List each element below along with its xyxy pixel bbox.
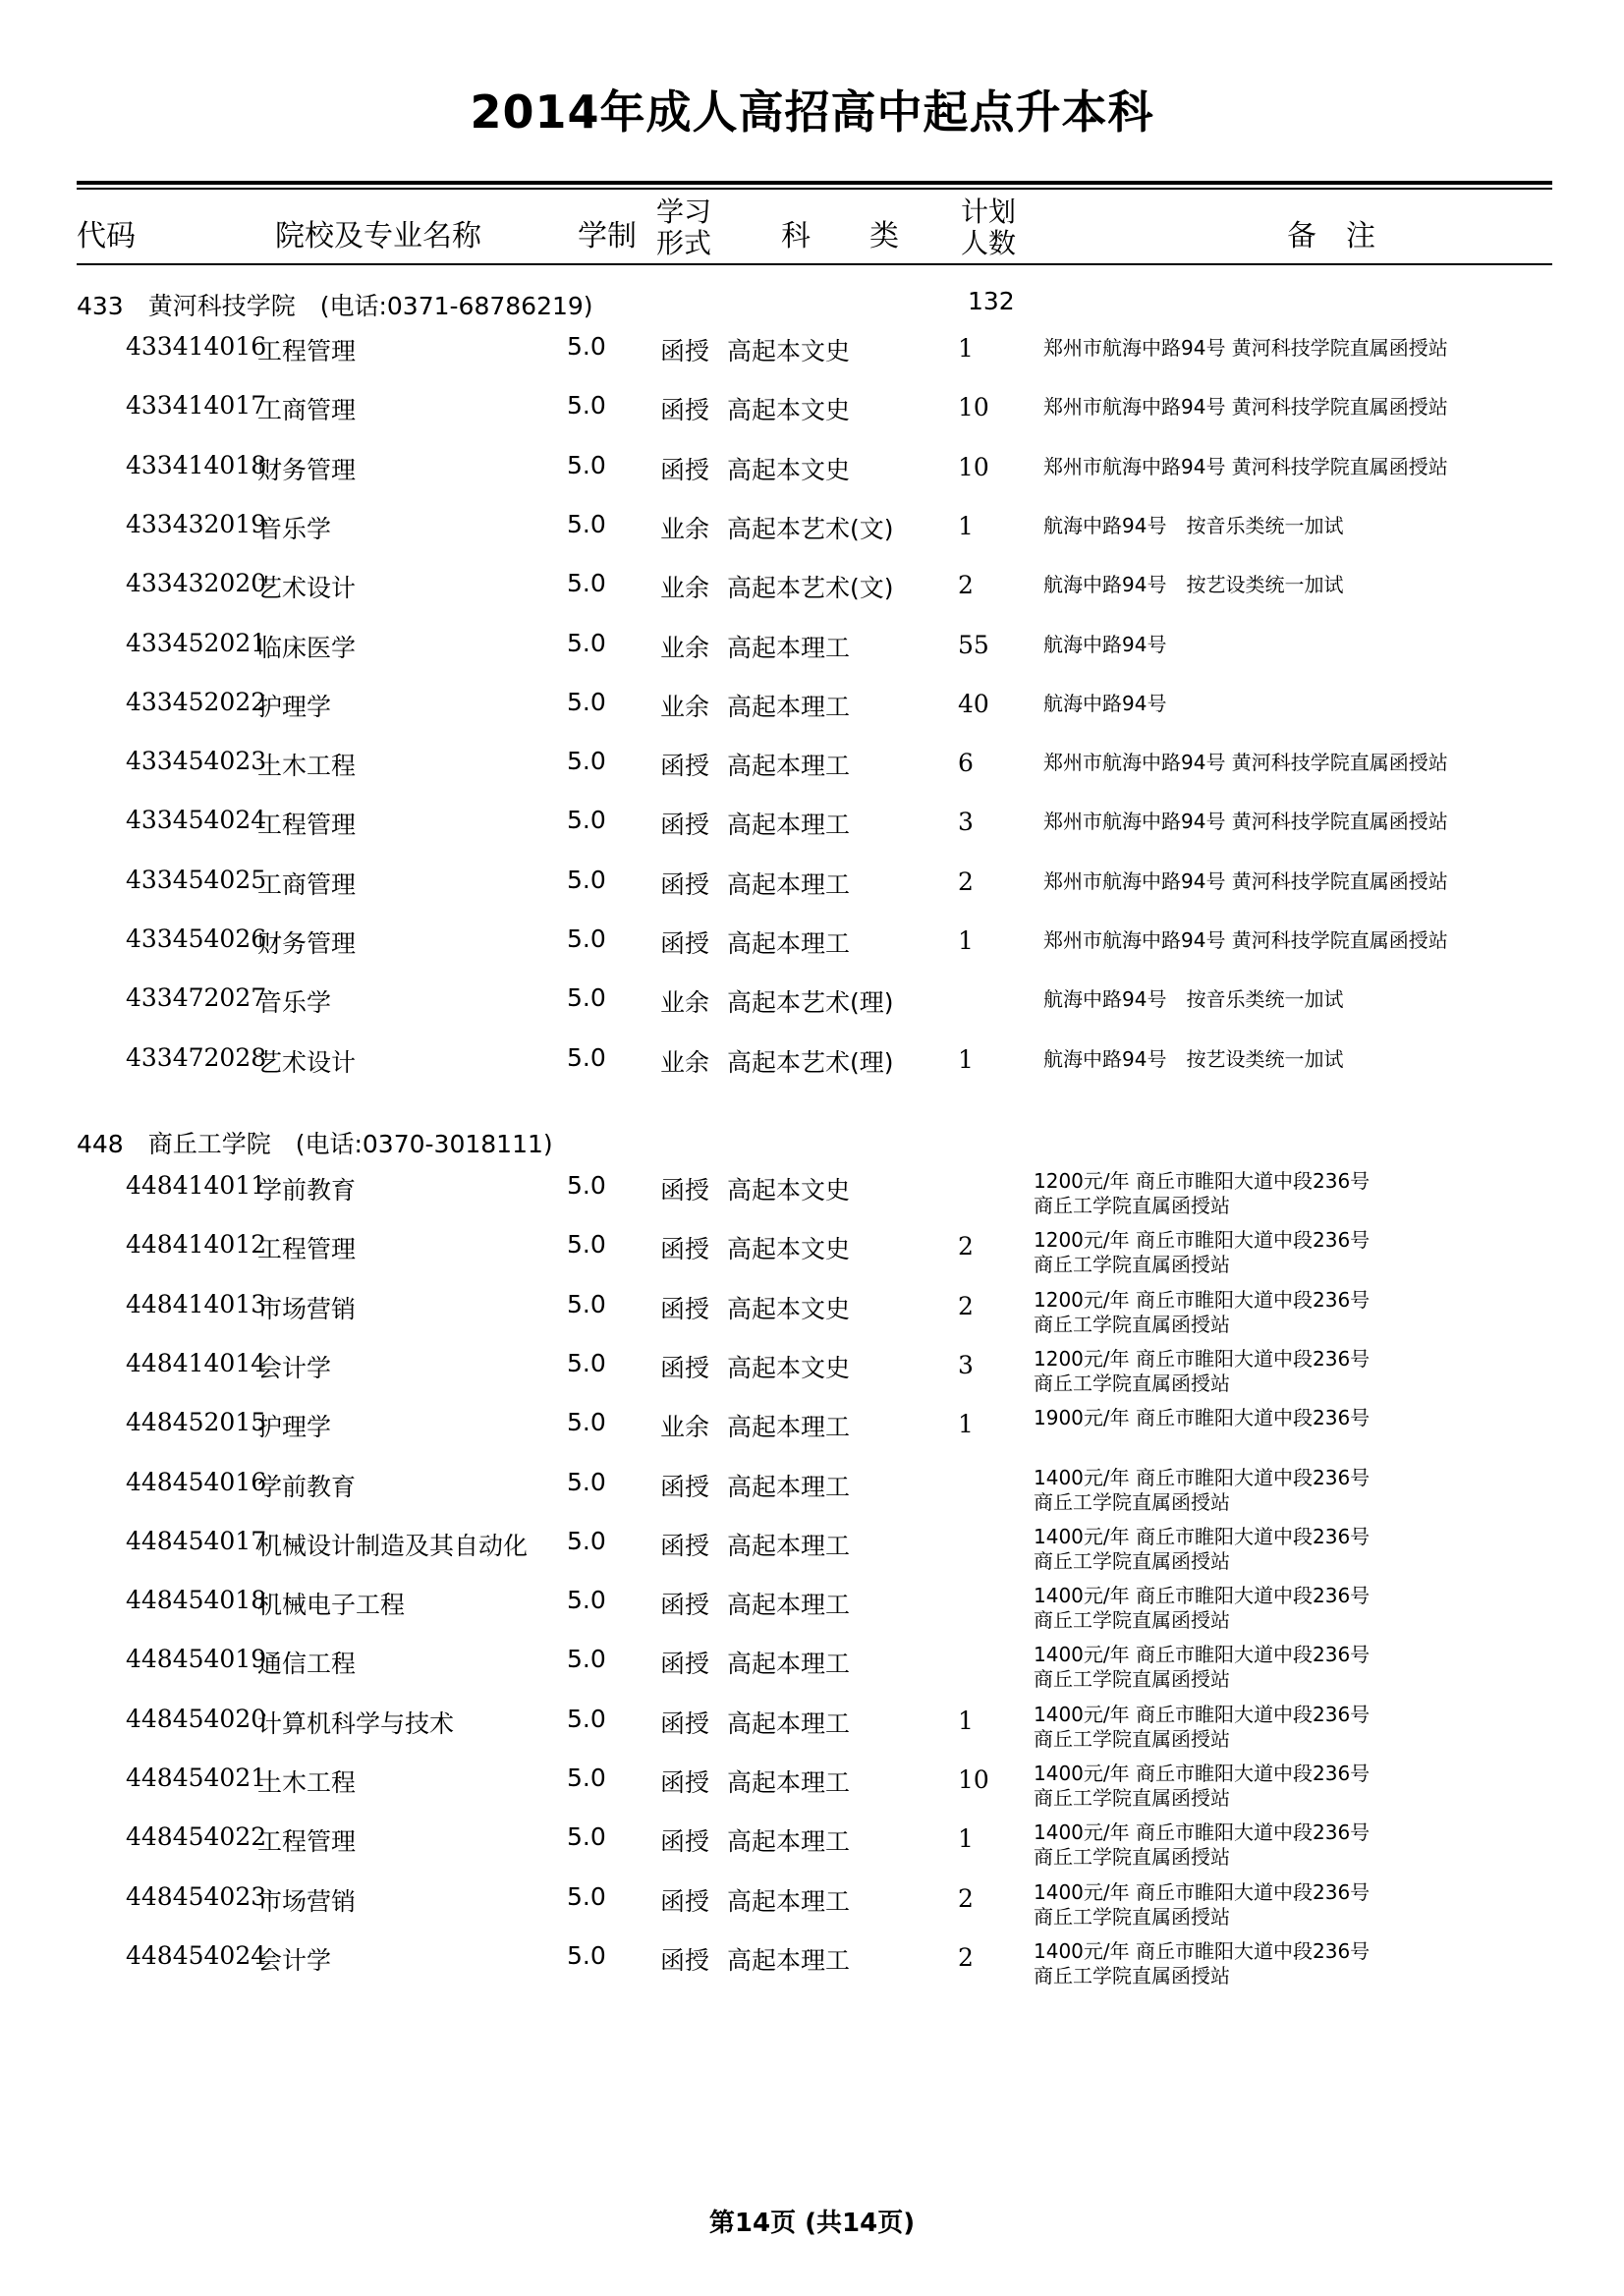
table-row <box>0 1586 1624 1645</box>
major-name: 工商管理 <box>257 396 357 425</box>
major-name: 工程管理 <box>257 811 357 840</box>
remark-line-2: 商丘工学院直属函授站 <box>1034 1548 1230 1573</box>
remark <box>1034 1880 1370 1930</box>
table-row <box>0 391 1624 450</box>
major-code: 433454023 <box>126 747 267 776</box>
major-name: 会计学 <box>257 1353 332 1382</box>
category: 高起本理工 <box>727 1531 851 1560</box>
study-years: 5.0 <box>567 1822 606 1852</box>
remark-line: 1400元/年 商丘市睢阳大道中段236号 <box>1034 1465 1371 1489</box>
remark <box>1043 924 1448 953</box>
study-form: 函授 <box>660 1768 710 1797</box>
plan-count: 10 <box>958 1765 989 1794</box>
study-years: 5.0 <box>567 1467 606 1496</box>
remark-line-2: 商丘工学院直属函授站 <box>1034 1786 1230 1810</box>
study-form: 函授 <box>660 1531 710 1560</box>
col-header-form-line2: 形式 <box>656 227 712 259</box>
study-years: 5.0 <box>567 1289 606 1318</box>
col-header-form-line1: 学习 <box>656 196 712 228</box>
major-code: 448454021 <box>126 1764 267 1792</box>
page-footer: 第14页 (共14页) <box>708 2209 916 2238</box>
category: 高起本理工 <box>727 1708 851 1738</box>
study-form: 函授 <box>660 1650 710 1679</box>
table-row <box>0 1702 1624 1764</box>
remark-line-2: 商丘工学院直属函授站 <box>1034 1253 1230 1277</box>
plan-count: 55 <box>958 630 989 659</box>
remark-line: 1400元/年 商丘市睢阳大道中段236号 <box>1034 1762 1371 1785</box>
category: 高起本文史 <box>727 455 851 484</box>
major-name: 艺术设计 <box>257 574 357 603</box>
study-years: 5.0 <box>567 1171 606 1200</box>
study-years: 5.0 <box>567 1230 606 1260</box>
remark-line-2: 商丘工学院直属函授站 <box>1034 1608 1230 1633</box>
remark-line: 郑州市航海中路94号 黄河科技学院直属函授站 <box>1043 395 1448 420</box>
category: 高起本理工 <box>727 811 851 840</box>
study-form: 函授 <box>660 1472 710 1501</box>
plan-count: 10 <box>958 452 989 481</box>
study-years: 5.0 <box>567 747 606 776</box>
category: 高起本理工 <box>727 633 851 662</box>
section-total-433: 132 <box>968 287 1015 315</box>
major-code: 448454017 <box>126 1526 267 1555</box>
remark-line: 航海中路94号 <box>1043 691 1167 715</box>
plan-count: 1 <box>958 511 974 540</box>
study-years: 5.0 <box>567 983 606 1013</box>
major-name: 机械电子工程 <box>257 1591 406 1620</box>
remark <box>1043 451 1448 479</box>
remark <box>1043 866 1448 894</box>
study-form: 业余 <box>660 988 710 1018</box>
major-code: 433454024 <box>126 806 267 835</box>
remark <box>1043 391 1448 420</box>
category: 高起本文史 <box>727 1294 851 1323</box>
plan-count: 1 <box>958 926 974 955</box>
category: 高起本理工 <box>727 1886 851 1916</box>
category: 高起本文史 <box>727 1235 851 1264</box>
remark-line-2: 商丘工学院直属函授站 <box>1034 1371 1230 1395</box>
category: 高起本理工 <box>727 1413 851 1442</box>
major-name: 市场营销 <box>257 1886 357 1916</box>
remark-line: 航海中路94号 按艺设类统一加试 <box>1043 573 1344 597</box>
remark-line: 1900元/年 商丘市睢阳大道中段236号 <box>1034 1406 1371 1430</box>
major-code: 448414011 <box>126 1171 267 1200</box>
table-row <box>0 510 1624 569</box>
plan-count: 2 <box>958 1883 974 1913</box>
remark <box>1034 1703 1370 1752</box>
plan-count: 40 <box>958 689 989 718</box>
study-years: 5.0 <box>567 391 606 420</box>
remark <box>1034 1939 1370 1988</box>
remark-line: 1200元/年 商丘市睢阳大道中段236号 <box>1034 1228 1371 1253</box>
remark-line-2: 商丘工学院直属函授站 <box>1034 1194 1230 1217</box>
col-header-plan-line1: 计划 <box>961 196 1017 228</box>
major-code: 448454019 <box>126 1645 267 1674</box>
major-code: 448454016 <box>126 1467 267 1496</box>
study-form: 函授 <box>660 1176 710 1204</box>
major-code: 448454023 <box>126 1881 267 1911</box>
remark-line-2: 商丘工学院直属函授站 <box>1034 1904 1230 1929</box>
remark-line-2: 商丘工学院直属函授站 <box>1034 1667 1230 1692</box>
study-form: 函授 <box>660 1708 710 1738</box>
table-row <box>0 1171 1624 1230</box>
major-name: 机械设计制造及其自动化 <box>257 1531 529 1560</box>
remark-line: 郑州市航海中路94号 黄河科技学院直属函授站 <box>1043 928 1448 952</box>
study-years: 5.0 <box>567 1526 606 1555</box>
major-code: 448454024 <box>126 1940 267 1970</box>
plan-count: 1 <box>958 1044 974 1074</box>
remark-line: 航海中路94号 按音乐类统一加试 <box>1043 513 1344 537</box>
remark-line: 1200元/年 商丘市睢阳大道中段236号 <box>1034 1346 1371 1371</box>
major-code: 448454018 <box>126 1586 267 1615</box>
table-row <box>0 629 1624 688</box>
major-code: 448454022 <box>126 1822 267 1852</box>
remark <box>1034 1169 1370 1218</box>
plan-count: 2 <box>958 1232 974 1261</box>
section-heading-433: 433 黄河科技学院 (电话:0371-68786219) <box>77 292 593 320</box>
study-form: 业余 <box>660 1047 710 1077</box>
remark <box>1034 1525 1370 1574</box>
major-code: 433414016 <box>126 332 267 361</box>
major-name: 学前教育 <box>257 1176 357 1204</box>
study-form: 函授 <box>660 337 710 365</box>
remark-line: 1400元/年 商丘市睢阳大道中段236号 <box>1034 1584 1371 1608</box>
plan-count: 2 <box>958 571 974 600</box>
study-years: 5.0 <box>567 450 606 479</box>
major-name: 艺术设计 <box>257 1047 357 1077</box>
remark-line: 1200元/年 商丘市睢阳大道中段236号 <box>1034 1287 1371 1312</box>
major-name: 财务管理 <box>257 455 357 484</box>
major-code: 448454020 <box>126 1704 267 1733</box>
table-row <box>0 1879 1624 1941</box>
category: 高起本艺术(文) <box>727 574 894 603</box>
plan-count: 6 <box>958 749 974 778</box>
study-years: 5.0 <box>567 1042 606 1072</box>
major-name: 音乐学 <box>257 514 332 543</box>
table-row <box>0 451 1624 510</box>
study-years: 5.0 <box>567 1704 606 1733</box>
category: 高起本理工 <box>727 1650 851 1679</box>
major-name: 通信工程 <box>257 1650 357 1679</box>
major-name: 护理学 <box>257 692 332 721</box>
major-name: 工程管理 <box>257 337 357 365</box>
major-name: 音乐学 <box>257 988 332 1018</box>
remark <box>1043 1043 1343 1072</box>
section-heading-448: 448 商丘工学院 (电话:0370-3018111) <box>77 1130 553 1158</box>
col-header-plan-line2: 人数 <box>961 227 1017 259</box>
table-row <box>0 747 1624 806</box>
remark <box>1043 332 1448 361</box>
remark-line: 郑州市航海中路94号 黄河科技学院直属函授站 <box>1043 454 1448 478</box>
major-code: 433432019 <box>126 509 267 538</box>
major-name: 临床医学 <box>257 633 357 662</box>
study-form: 函授 <box>660 811 710 840</box>
study-form: 函授 <box>660 396 710 425</box>
study-form: 函授 <box>660 1294 710 1323</box>
plan-count: 1 <box>958 1410 974 1439</box>
page-title: 2014年成人高招高中起点升本科 <box>470 85 1154 139</box>
study-years: 5.0 <box>567 332 606 361</box>
category: 高起本理工 <box>727 869 851 899</box>
study-years: 5.0 <box>567 1764 606 1792</box>
major-code: 433414018 <box>126 450 267 479</box>
study-form: 函授 <box>660 1945 710 1975</box>
remark-line-2: 商丘工学院直属函授站 <box>1034 1963 1230 1988</box>
study-form: 业余 <box>660 633 710 662</box>
remark-line-2: 商丘工学院直属函授站 <box>1034 1489 1230 1514</box>
remark-line-2: 商丘工学院直属函授站 <box>1034 1845 1230 1870</box>
table-row <box>0 1822 1624 1881</box>
study-years: 5.0 <box>567 1940 606 1970</box>
major-code: 448452015 <box>126 1408 267 1437</box>
major-code: 433432020 <box>126 569 267 598</box>
study-years: 5.0 <box>567 1586 606 1615</box>
major-name: 财务管理 <box>257 929 357 958</box>
major-name: 计算机科学与技术 <box>257 1708 455 1738</box>
category: 高起本文史 <box>727 1176 851 1204</box>
remark-line-2: 商丘工学院直属函授站 <box>1034 1726 1230 1751</box>
remark-line: 航海中路94号 <box>1043 632 1167 656</box>
plan-count: 2 <box>958 1942 974 1972</box>
remark <box>1043 983 1343 1012</box>
col-header-years: 学制 <box>578 219 637 253</box>
plan-count: 1 <box>958 1824 974 1854</box>
remark-line: 1400元/年 商丘市睢阳大道中段236号 <box>1034 1643 1371 1667</box>
study-years: 5.0 <box>567 865 606 894</box>
table-row <box>0 1524 1624 1586</box>
category: 高起本艺术(理) <box>727 988 894 1018</box>
remark <box>1034 1820 1370 1870</box>
remark <box>1043 629 1166 657</box>
study-form: 业余 <box>660 692 710 721</box>
remark-line: 郑州市航海中路94号 黄河科技学院直属函授站 <box>1043 868 1448 893</box>
table-row <box>0 1645 1624 1704</box>
study-form: 函授 <box>660 1591 710 1620</box>
plan-count: 1 <box>958 1706 974 1735</box>
table-row <box>0 1043 1624 1102</box>
remark-line: 1200元/年 商丘市睢阳大道中段236号 <box>1034 1169 1371 1193</box>
major-code: 433454026 <box>126 924 267 953</box>
remark <box>1034 1288 1370 1337</box>
study-form: 函授 <box>660 929 710 958</box>
major-name: 工程管理 <box>257 1235 357 1264</box>
major-code: 433452021 <box>126 628 267 657</box>
study-years: 5.0 <box>567 1348 606 1377</box>
major-code: 433454025 <box>126 865 267 894</box>
remark-line: 郑州市航海中路94号 黄河科技学院直属函授站 <box>1043 751 1448 775</box>
table-row <box>0 866 1624 924</box>
remark <box>1043 510 1343 538</box>
remark <box>1043 747 1448 775</box>
study-years: 5.0 <box>567 806 606 835</box>
remark <box>1034 1347 1370 1396</box>
category: 高起本理工 <box>727 752 851 781</box>
category: 高起本理工 <box>727 1591 851 1620</box>
plan-count: 3 <box>958 808 974 837</box>
category: 高起本艺术(理) <box>727 1047 894 1077</box>
study-form: 函授 <box>660 1235 710 1264</box>
col-header-name: 院校及专业名称 <box>275 219 481 253</box>
study-form: 业余 <box>660 514 710 543</box>
header-top-rule-thin <box>77 188 1552 190</box>
table-row <box>0 1230 1624 1289</box>
header-bottom-rule <box>77 263 1552 265</box>
plan-count: 10 <box>958 393 989 422</box>
study-form: 函授 <box>660 1827 710 1857</box>
category: 高起本理工 <box>727 692 851 721</box>
remark <box>1034 1406 1370 1430</box>
major-code: 433452022 <box>126 687 267 716</box>
plan-count: 2 <box>958 1291 974 1320</box>
major-code: 448414012 <box>126 1230 267 1260</box>
col-header-note: 备 注 <box>1287 219 1375 253</box>
col-header-code: 代码 <box>77 219 136 253</box>
study-form: 函授 <box>660 1886 710 1916</box>
major-name: 工程管理 <box>257 1827 357 1857</box>
category: 高起本理工 <box>727 1827 851 1857</box>
major-name: 护理学 <box>257 1413 332 1442</box>
remark <box>1034 1228 1370 1277</box>
table-row <box>0 1287 1624 1349</box>
major-code: 433472028 <box>126 1042 267 1072</box>
remark-line: 1400元/年 商丘市睢阳大道中段236号 <box>1034 1938 1371 1963</box>
table-row <box>0 1465 1624 1527</box>
study-years: 5.0 <box>567 569 606 598</box>
remark-line: 1400元/年 商丘市睢阳大道中段236号 <box>1034 1879 1371 1904</box>
major-name: 市场营销 <box>257 1294 357 1323</box>
major-code: 433472027 <box>126 983 267 1013</box>
remark-line: 航海中路94号 按艺设类统一加试 <box>1043 1046 1344 1071</box>
category: 高起本文史 <box>727 396 851 425</box>
study-years: 5.0 <box>567 687 606 716</box>
study-form: 函授 <box>660 1353 710 1382</box>
major-name: 土木工程 <box>257 752 357 781</box>
study-form: 函授 <box>660 869 710 899</box>
category: 高起本文史 <box>727 1353 851 1382</box>
category: 高起本艺术(文) <box>727 514 894 543</box>
major-name: 会计学 <box>257 1945 332 1975</box>
col-header-category: 科 类 <box>781 219 899 253</box>
category: 高起本理工 <box>727 1472 851 1501</box>
table-row <box>0 688 1624 747</box>
major-code: 448414014 <box>126 1348 267 1377</box>
major-code: 433414017 <box>126 391 267 420</box>
table-row <box>0 1346 1624 1408</box>
study-form: 业余 <box>660 1413 710 1442</box>
category: 高起本理工 <box>727 929 851 958</box>
remark-line: 1400元/年 商丘市睢阳大道中段236号 <box>1034 1524 1371 1548</box>
remark-line: 郑州市航海中路94号 黄河科技学院直属函授站 <box>1043 810 1448 834</box>
table-row <box>0 806 1624 865</box>
table-row <box>0 1764 1624 1822</box>
remark <box>1043 688 1166 716</box>
plan-count: 1 <box>958 334 974 363</box>
study-years: 5.0 <box>567 628 606 657</box>
category: 高起本文史 <box>727 337 851 365</box>
remark <box>1034 1643 1370 1692</box>
study-years: 5.0 <box>567 1408 606 1437</box>
category: 高起本理工 <box>727 1768 851 1797</box>
plan-count: 2 <box>958 867 974 896</box>
table-row <box>0 924 1624 983</box>
study-years: 5.0 <box>567 1645 606 1674</box>
remark <box>1034 1584 1370 1633</box>
table-row <box>0 983 1624 1042</box>
study-years: 5.0 <box>567 1881 606 1911</box>
major-name: 土木工程 <box>257 1768 357 1797</box>
remark <box>1043 569 1343 597</box>
table-row <box>0 332 1624 391</box>
remark <box>1034 1762 1370 1811</box>
table-row <box>0 569 1624 628</box>
study-years: 5.0 <box>567 509 606 538</box>
remark <box>1034 1466 1370 1515</box>
plan-count: 3 <box>958 1350 974 1379</box>
remark <box>1043 806 1448 834</box>
table-row <box>0 1408 1624 1467</box>
remark-line: 1400元/年 商丘市睢阳大道中段236号 <box>1034 1702 1371 1726</box>
study-form: 函授 <box>660 752 710 781</box>
major-name: 工商管理 <box>257 869 357 899</box>
major-code: 448414013 <box>126 1289 267 1318</box>
remark-line-2: 商丘工学院直属函授站 <box>1034 1312 1230 1336</box>
study-form: 函授 <box>660 455 710 484</box>
header-top-rule <box>77 181 1552 185</box>
table-row <box>0 1938 1624 2000</box>
remark-line: 郑州市航海中路94号 黄河科技学院直属函授站 <box>1043 336 1448 360</box>
category: 高起本理工 <box>727 1945 851 1975</box>
remark-line: 1400元/年 商丘市睢阳大道中段236号 <box>1034 1820 1371 1845</box>
study-form: 业余 <box>660 574 710 603</box>
major-name: 学前教育 <box>257 1472 357 1501</box>
remark-line: 航海中路94号 按音乐类统一加试 <box>1043 987 1344 1012</box>
study-years: 5.0 <box>567 924 606 953</box>
